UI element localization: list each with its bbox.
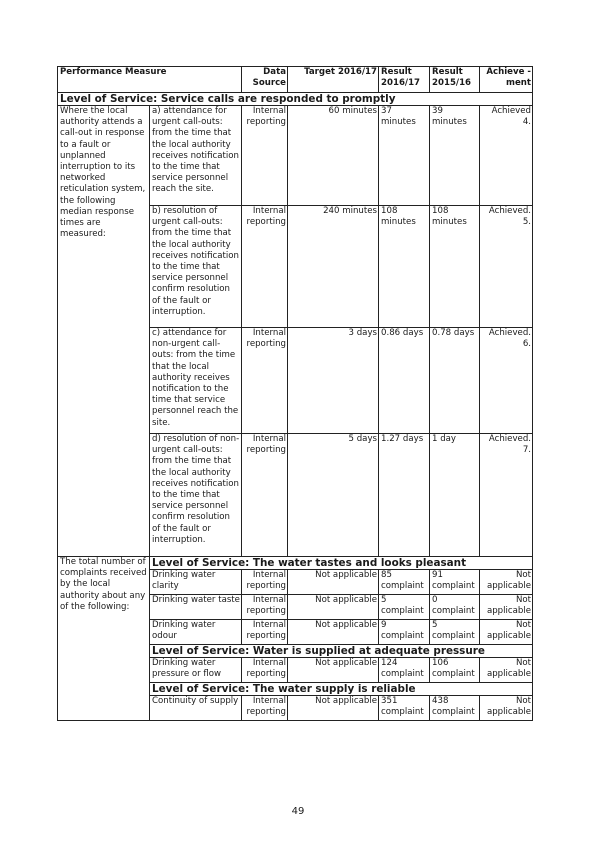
row-result-2016-17: 124 complaint: [379, 658, 430, 683]
row-achievement: Achieved 4.: [480, 106, 533, 206]
row-result-2016-17: 351 complaint: [379, 696, 430, 721]
section-2-title: Level of Service: The water tastes and looks pleasant: [150, 557, 533, 570]
row-result-2016-17: 5 complaint: [379, 595, 430, 620]
row-measure: b) resolution of urgent call-outs: from the time that the local authority receives notification to the time that service personnel confirm resolution of the fault or interruption.: [150, 206, 242, 328]
row-target: Not applicable: [288, 696, 379, 721]
row-achievement: Not applicable: [480, 570, 533, 595]
row-source: Internal reporting: [242, 696, 288, 721]
row-achievement: Not applicable: [480, 658, 533, 683]
header-target: Target 2016/17: [288, 67, 379, 93]
row-target: Not applicable: [288, 595, 379, 620]
row-result-2016-17: 1.27 days: [379, 434, 430, 557]
header-result-2015-16: Result 2015/16: [430, 67, 480, 93]
page-number: 49: [291, 806, 305, 817]
row-result-2015-16: 5 complaint: [430, 620, 480, 645]
header-source: Data Source: [242, 67, 288, 93]
row-measure: d) resolution of non-urgent call-outs: from the time that the local authority receives notification to the time that service personnel confirm resolution of the fault or interruption.: [150, 434, 242, 557]
header-result-2016-17: Result 2016/17: [379, 67, 430, 93]
row-source: Internal reporting: [242, 620, 288, 645]
section-4-title: Level of Service: The water supply is reliable: [150, 683, 533, 696]
row-measure: Drinking water taste: [150, 595, 242, 620]
table-row: [58, 106, 533, 206]
row-target: 3 days: [288, 328, 379, 434]
row-result-2015-16: 438 complaint: [430, 696, 480, 721]
row-result-2016-17: 108 minutes: [379, 206, 430, 328]
row-result-2015-16: 0.78 days: [430, 328, 480, 434]
row-achievement: Achieved. 7.: [480, 434, 533, 557]
row-result-2015-16: 91 complaint: [430, 570, 480, 595]
section-2-description: The total number of complaints received by the local authority about any of the following:: [58, 557, 150, 721]
section-3-title: Level of Service: Water is supplied at adequate pressure: [150, 645, 533, 658]
row-measure: Continuity of supply: [150, 696, 242, 721]
row-target: 240 minutes: [288, 206, 379, 328]
row-result-2015-16: 39 minutes: [430, 106, 480, 206]
header-measure: Performance Measure: [58, 67, 242, 93]
performance-table: [57, 66, 533, 721]
section-1-title: Level of Service: Service calls are responded to promptly: [58, 93, 533, 106]
row-source: Internal reporting: [242, 206, 288, 328]
row-result-2015-16: 106 complaint: [430, 658, 480, 683]
section-1-description: Where the local authority attends a call-out in response to a fault or unplanned interruption to its networked reticulation system, the following median response times are measured:: [58, 106, 150, 557]
row-result-2016-17: 9 complaint: [379, 620, 430, 645]
row-result-2016-17: 85 complaint: [379, 570, 430, 595]
row-source: Internal reporting: [242, 570, 288, 595]
row-result-2016-17: 37 minutes: [379, 106, 430, 206]
row-measure: Drinking water clarity: [150, 570, 242, 595]
row-target: Not applicable: [288, 658, 379, 683]
section-title-row: [58, 557, 533, 570]
row-measure: a) attendance for urgent call-outs: from the time that the local authority receives notification to the time that service personnel reach the site.: [150, 106, 242, 206]
row-result-2015-16: 1 day: [430, 434, 480, 557]
row-achievement: Not applicable: [480, 620, 533, 645]
row-target: Not applicable: [288, 620, 379, 645]
row-target: 60 minutes: [288, 106, 379, 206]
row-measure: Drinking water odour: [150, 620, 242, 645]
row-achievement: Not applicable: [480, 696, 533, 721]
row-source: Internal reporting: [242, 328, 288, 434]
row-measure: c) attendance for non-urgent call-outs: from the time that the local authority receives notification to the time that service personnel reach the site.: [150, 328, 242, 434]
row-source: Internal reporting: [242, 658, 288, 683]
row-achievement: Achieved. 6.: [480, 328, 533, 434]
section-title-row: [58, 93, 533, 106]
row-result-2015-16: 108 minutes: [430, 206, 480, 328]
row-source: Internal reporting: [242, 595, 288, 620]
row-result-2016-17: 0.86 days: [379, 328, 430, 434]
row-result-2015-16: 0 complaint: [430, 595, 480, 620]
row-target: Not applicable: [288, 570, 379, 595]
row-source: Internal reporting: [242, 106, 288, 206]
row-achievement: Achieved. 5.: [480, 206, 533, 328]
row-achievement: Not applicable: [480, 595, 533, 620]
header-row: [58, 67, 533, 93]
row-measure: Drinking water pressure or flow: [150, 658, 242, 683]
row-target: 5 days: [288, 434, 379, 557]
row-source: Internal reporting: [242, 434, 288, 557]
header-achievement: Achieve -ment: [480, 67, 533, 93]
